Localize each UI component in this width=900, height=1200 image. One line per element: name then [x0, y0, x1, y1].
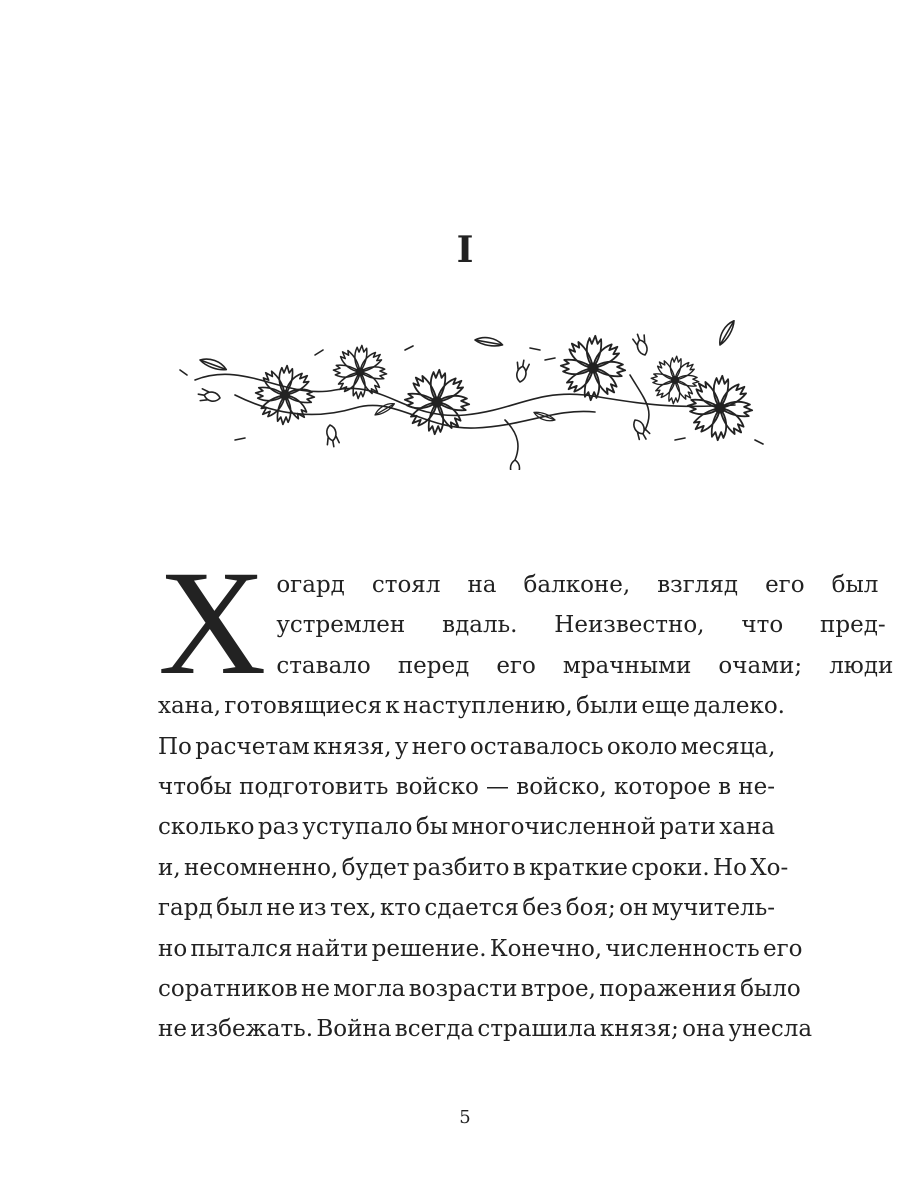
text-line: чтобы подготовить войско — войско, которое в не- [158, 774, 775, 801]
text-line: и, несомненно, будет разбито в краткие сроки. Но Хо- [158, 854, 789, 881]
cornflower-garland-ornament-icon [175, 320, 765, 470]
text-line: но пытался найти решение. Конечно, численность его [158, 935, 803, 962]
text-line: соратников не могла возрасти втрое, поражения было [158, 976, 801, 1003]
text-line: ставало перед его мрачными очами; люди [276, 652, 894, 679]
text-line: сколько раз уступало бы многочисленной рати хана [158, 814, 775, 841]
text-line: По расчетам князя, у него оставалось около месяца, [158, 733, 776, 760]
text-line: огард стоял на балконе, взгляд его был [276, 572, 879, 598]
page-number: 5 [459, 1107, 471, 1128]
body-text [158, 540, 894, 1050]
text-line: хана, готовящиеся к наступлению, были еще далеко. [158, 693, 785, 720]
text-line: гард был не из тех, кто сдается без боя; он мучитель- [158, 895, 775, 922]
text-line: не избежать. Война всегда страшила князя; она унесла [158, 1016, 813, 1043]
text-line: устремлен вдаль. Неизвестно, что пред- [276, 612, 886, 639]
drop-cap: Х [158, 540, 267, 706]
chapter-number: I [456, 229, 474, 271]
